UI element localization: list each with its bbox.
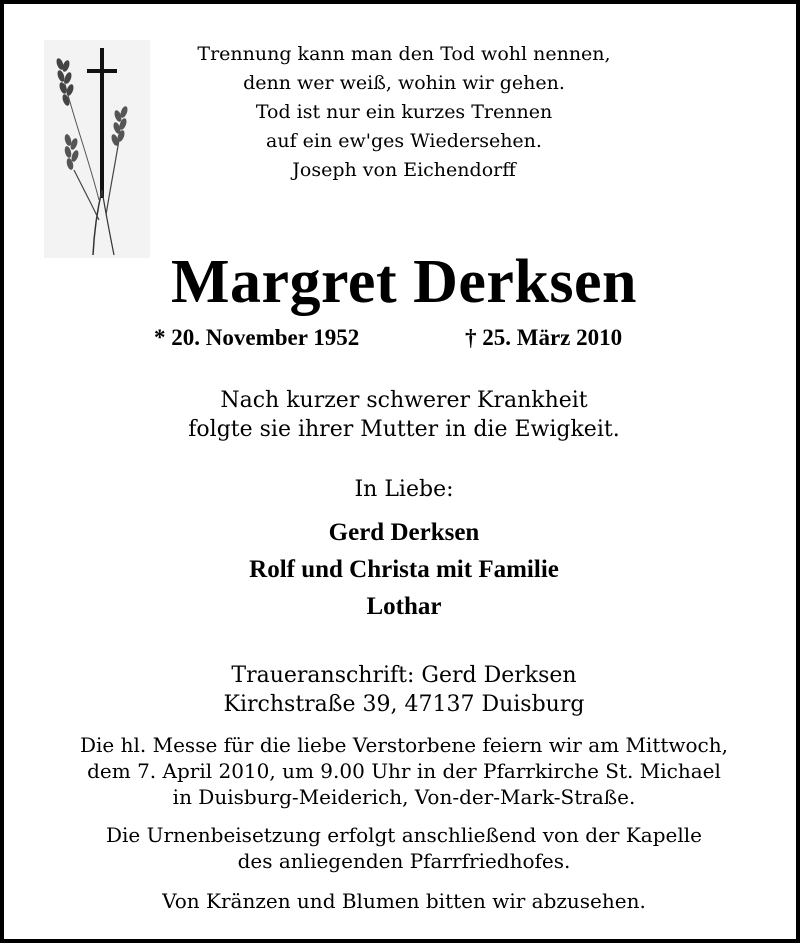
mass-line: in Duisburg-Meiderich, Von-der-Mark-Straße. (172, 785, 636, 809)
urn-line: des anliegenden Pfarrfriedhofes. (237, 849, 571, 873)
deceased-name: Margret Derksen (170, 248, 638, 316)
address-line: Traueranschrift: Gerd Derksen (231, 663, 577, 688)
poem-line: denn wer weiß, wohin wir gehen. (243, 72, 565, 94)
death-message (4, 386, 800, 444)
death-date: † 25. März 2010 (465, 325, 623, 350)
mourner-name: Gerd Derksen (328, 519, 480, 546)
mass-line: Die hl. Messe für die liebe Verstorbene feiern wir am Mittwoch, (80, 733, 728, 757)
poem-line: auf ein ew'ges Wiedersehen. (266, 130, 542, 152)
poem (154, 40, 654, 156)
mourning-address (4, 661, 800, 719)
mourners-intro: In Liebe: (354, 477, 454, 502)
mourner-name: Rolf und Christa mit Familie (249, 556, 559, 583)
mourners-list (4, 514, 800, 625)
mass-info (4, 732, 800, 810)
cross-with-wheat-icon (44, 40, 150, 258)
urn-line: Die Urnenbeisetzung erfolgt anschließend von der Kapelle (106, 823, 702, 847)
poem-line: Tod ist nur ein kurzes Trennen (255, 101, 553, 123)
mourner-name: Lothar (366, 593, 442, 620)
urn-burial-info (4, 822, 800, 874)
mass-line: dem 7. April 2010, um 9.00 Uhr in der Pfarrkirche St. Michael (87, 759, 721, 783)
poem-line: Trennung kann man den Tod wohl nennen, (197, 43, 611, 65)
flowers-note: Von Kränzen und Blumen bitten wir abzusehen. (162, 889, 646, 913)
poem-author: Joseph von Eichendorff (292, 159, 516, 181)
birth-date: * 20. November 1952 (154, 325, 360, 350)
message-line: Nach kurzer schwerer Krankheit (220, 388, 588, 413)
address-line: Kirchstraße 39, 47137 Duisburg (223, 692, 585, 717)
message-line: folgte sie ihrer Mutter in die Ewigkeit. (188, 417, 620, 442)
